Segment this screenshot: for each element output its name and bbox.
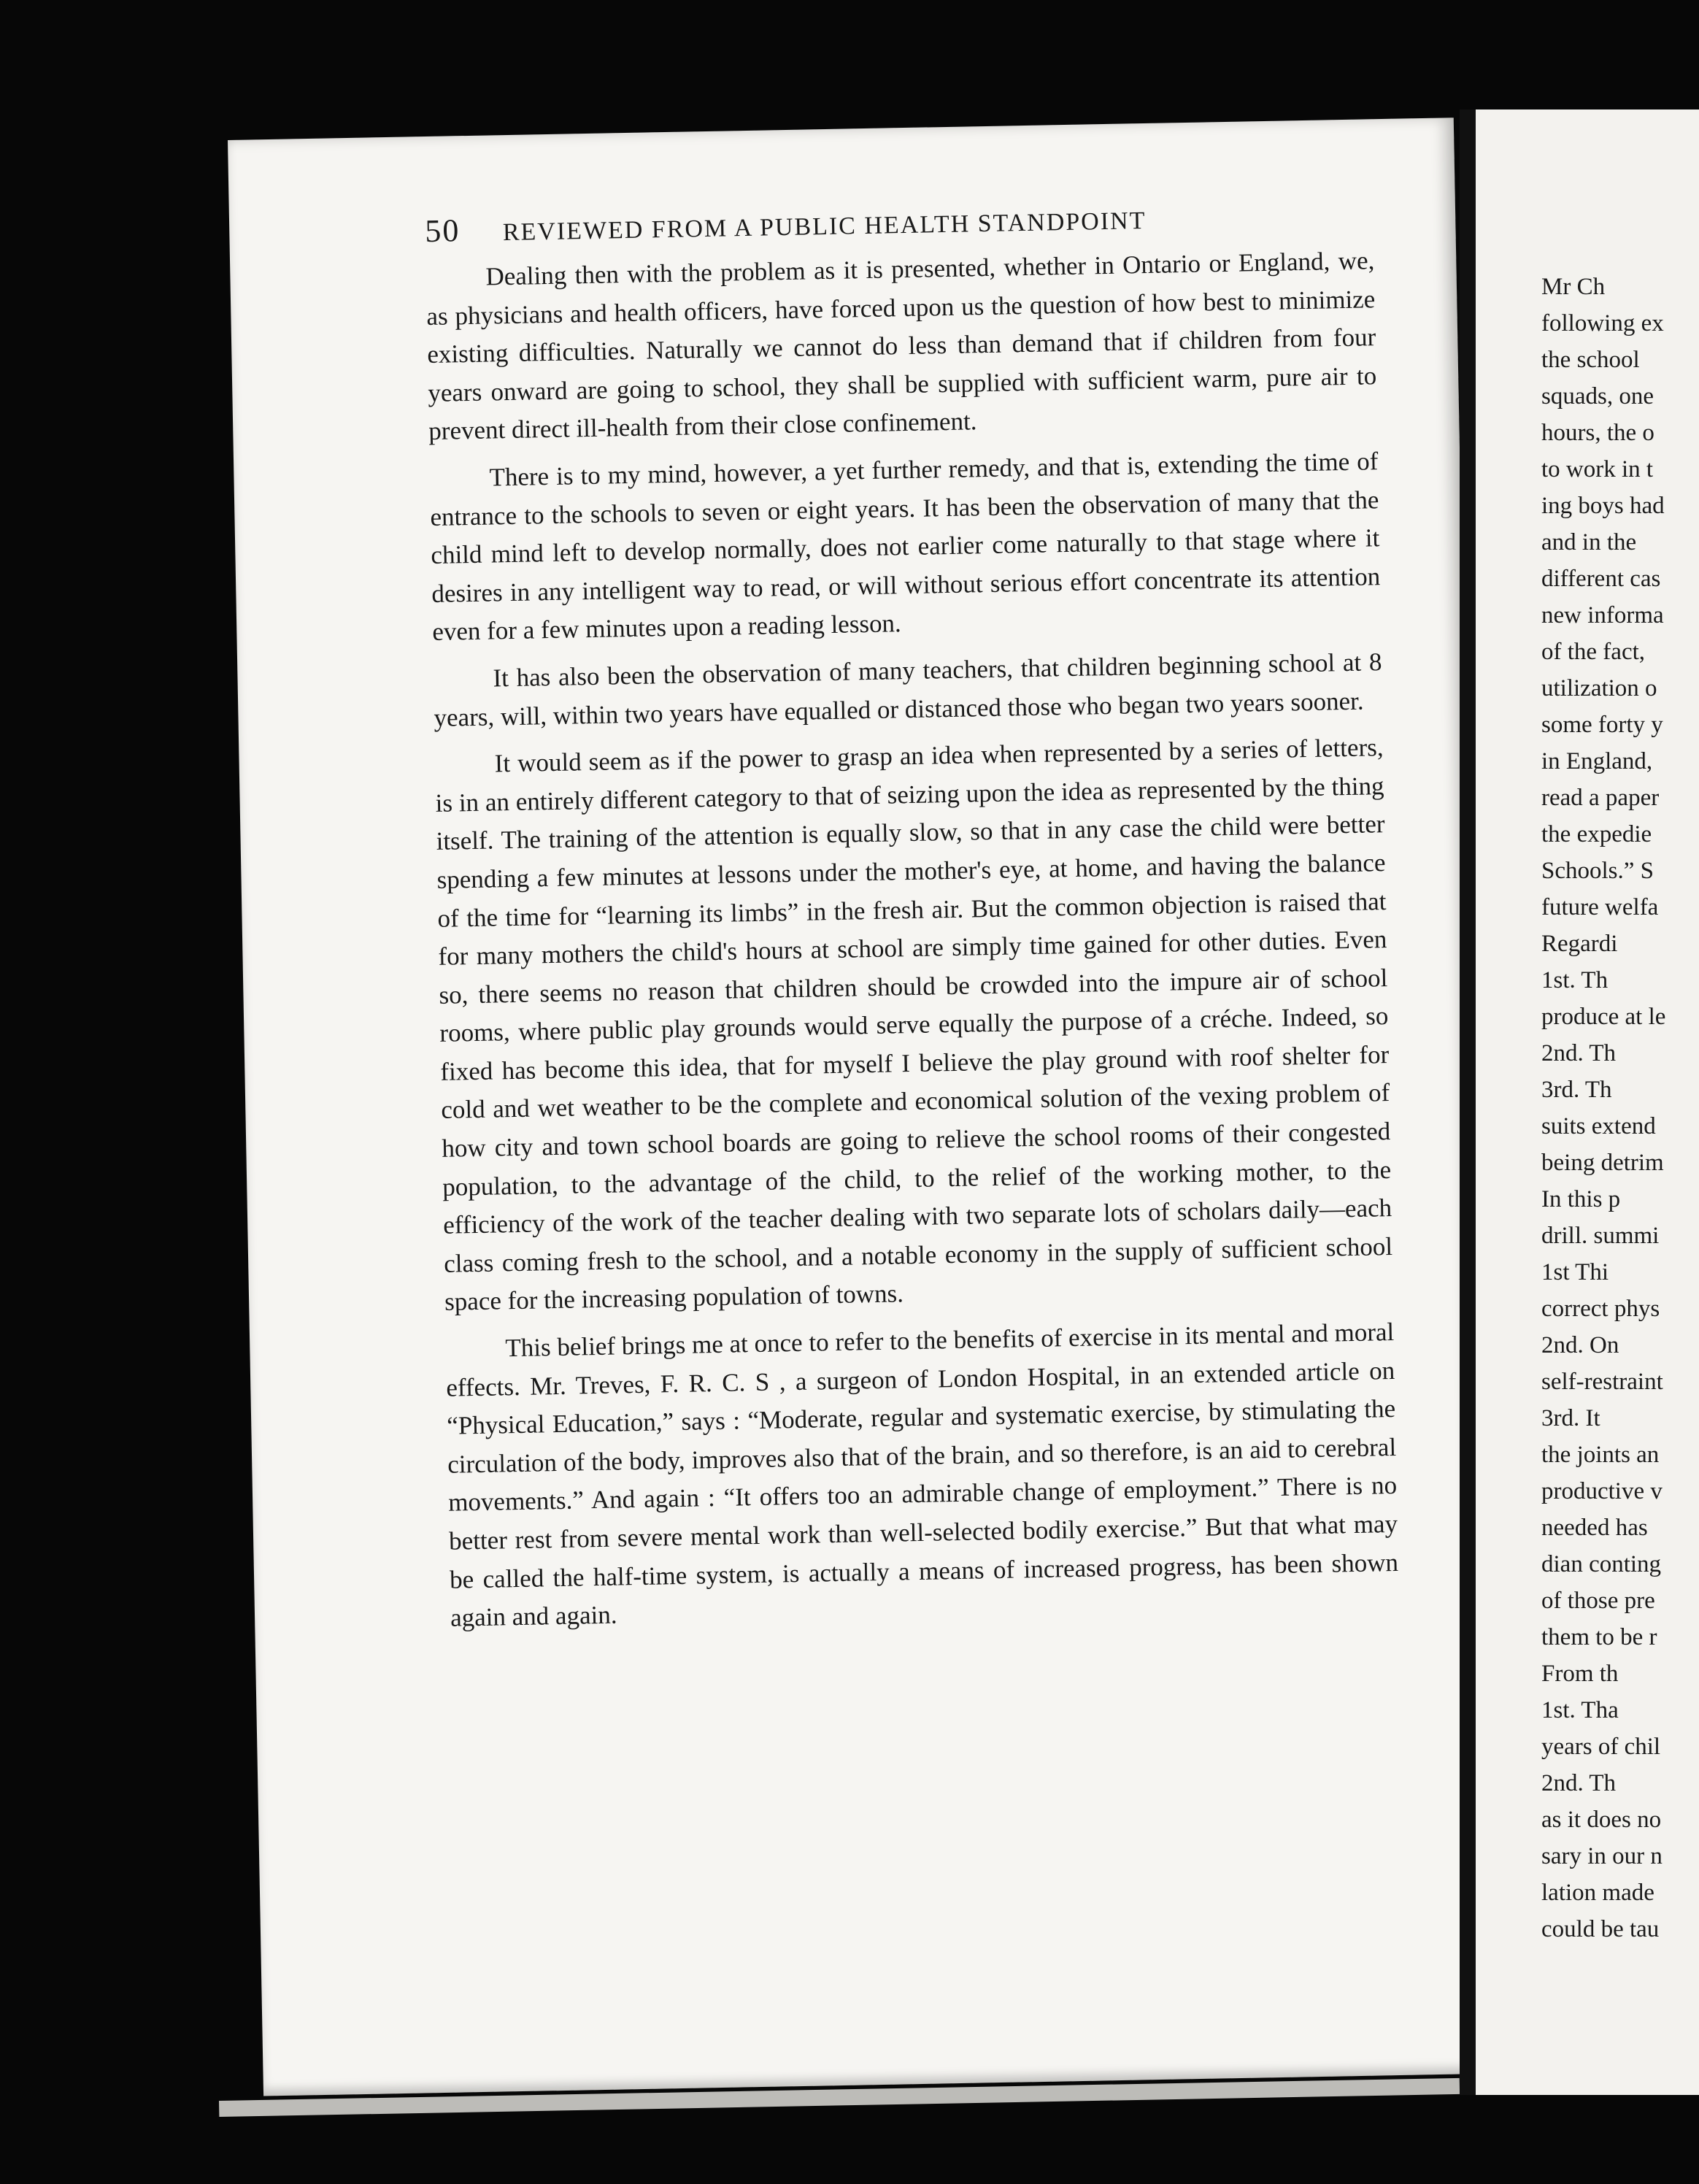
right-page-line: drill. summi [1541, 1223, 1660, 1249]
right-page-line: Schools.” S [1541, 858, 1654, 884]
right-page-line: 2nd. On [1541, 1332, 1619, 1358]
right-page-line: as it does no [1541, 1807, 1662, 1833]
right-page-line: 1st. Th [1541, 967, 1609, 993]
right-page-line: of the fact, [1541, 639, 1646, 665]
right-page-line: different cas [1541, 566, 1661, 592]
right-page-line: dian conting [1541, 1551, 1662, 1577]
right-page-line: being detrim [1541, 1150, 1664, 1176]
right-page-line: In this p [1541, 1186, 1621, 1212]
right-page-lines [1541, 269, 1699, 1947]
right-page-line: them to be r [1541, 1624, 1657, 1650]
right-page-line: 1st Thi [1541, 1259, 1609, 1285]
right-page-line: some forty y [1541, 712, 1663, 738]
right-page-line: the joints an [1541, 1442, 1660, 1468]
right-page-line: and in the [1541, 529, 1637, 555]
right-page-line: years of chil [1541, 1734, 1661, 1760]
right-page-line: lation made [1541, 1880, 1654, 1906]
right-page-line: to work in t [1541, 456, 1654, 482]
right-page-line: the school [1541, 347, 1640, 373]
right-page-line: 2nd. Th [1541, 1040, 1617, 1066]
right-page-line: in England, [1541, 748, 1653, 774]
right-page-line: could be tau [1541, 1916, 1660, 1942]
right-page-line: read a paper [1541, 785, 1660, 811]
right-page-line: Mr Ch [1541, 274, 1606, 300]
paragraph-2: There is to my mind, however, a yet further remedy, and that is, extending the time of entrance to the schools to seven or eight years. It has been the observation of many that the child mind left to develop normally, does not earlier come naturally to that stage where it desires in any intelligent way to read, or will without serious effort concentrate its attention even for a few minutes upon a reading lesson. [430, 447, 1381, 647]
body-text [425, 242, 1400, 1646]
right-page-line: ing boys had [1541, 493, 1665, 519]
left-page [228, 118, 1490, 2096]
right-page-line: 3rd. Th [1541, 1077, 1612, 1103]
right-page-line: future welfa [1541, 894, 1659, 920]
right-page-line: needed has [1541, 1515, 1648, 1541]
right-page-line: 3rd. It [1541, 1405, 1600, 1431]
right-page-line: squads, one [1541, 383, 1654, 410]
right-page-line: suits extend [1541, 1113, 1656, 1139]
gutter [1460, 109, 1476, 2095]
right-page-line: utilization o [1541, 675, 1657, 701]
right-page-line: From th [1541, 1661, 1619, 1687]
right-page-line: the expedie [1541, 821, 1652, 847]
page-number: 50 [424, 212, 461, 250]
right-page-line: hours, the o [1541, 420, 1654, 446]
right-page-line: 1st. Tha [1541, 1697, 1619, 1723]
right-page-line: sary in our n [1541, 1843, 1663, 1869]
running-head: REVIEWED FROM A PUBLIC HEALTH STANDPOINT [502, 207, 1147, 247]
right-page-fragment [1460, 109, 1699, 2095]
right-page-line: following ex [1541, 310, 1664, 337]
right-page-line: Regardi [1541, 931, 1618, 957]
right-page-line: new informa [1541, 602, 1664, 628]
page-header [425, 195, 1403, 250]
right-page-line: produce at le [1541, 1004, 1666, 1030]
paragraph-5: This belief brings me at once to refer to the benefits of exercise in its mental and moral effects. Mr. Treves, F. R. C. S , a surgeon of London Hospital, in an extended article on “Physical Education,” says : “Moderate, regular and systematic exercise, by stimulating the circulation of the body, improves also that of the brain, and so therefore, is an aid to cerebral movements.” And again : “It offers too an admirable change of employment.” There is no better rest from severe mental work than well-selected bodily exercise.” But that what may be called the half-time system, is actually a means of increased progress, has been shown again and again. [446, 1318, 1399, 1632]
paragraph-4: It would seem as if the power to grasp an idea when represented by a series of letters, is in an entirely different category to that of seizing upon the idea as represented by the thing itself. The training of the attention is equally slow, so that in any case the child were better spending a few minutes at lessons under the mother's eye, at home, and having the balance of the time for “learning its limbs” in the fresh air. But the common objection is raised that for many mothers the child's hours at school are simply time gained for other duties. Even so, there seems no reason that children should be crowded into the impure air of school rooms, where public play grounds would serve equally the purpose of a créche. Indeed, so fixed has become this idea, that for myself I believe the play ground with roof shelter for cold and wet weather to be the complete and economical solution of the vexing problem of how city and town school boards are going to relieve the school rooms of their congested population, to the advantage of the child, to the relief of the working mother, to the efficiency of the work of the teacher dealing with two separate lots of scholars daily—each class coming fresh to the school, and a notable economy in the supply of sufficient school space for the increasing population of towns. [435, 733, 1393, 1317]
right-page-line: self-restraint [1541, 1369, 1663, 1395]
right-page-line: productive v [1541, 1478, 1663, 1504]
right-page-line: 2nd. Th [1541, 1770, 1617, 1796]
right-page-line: correct phys [1541, 1296, 1660, 1322]
paragraph-3: It has also been the observation of many teachers, that children beginning school at 8 years, will, within two years have equalled or distanced those who began two years sooner. [434, 647, 1382, 732]
right-page-line: of those pre [1541, 1588, 1655, 1614]
paragraph-1: Dealing then with the problem as it is presented, whether in Ontario or England, we, as physicians and health officers, have forced upon us the question of how best to minimize existing difficulties. Naturally we cannot do less than demand that if children from four years onward are going to school, they shall be supplied with sufficient warm, pure air to prevent direct ill-health from their close confinement. [426, 246, 1377, 446]
